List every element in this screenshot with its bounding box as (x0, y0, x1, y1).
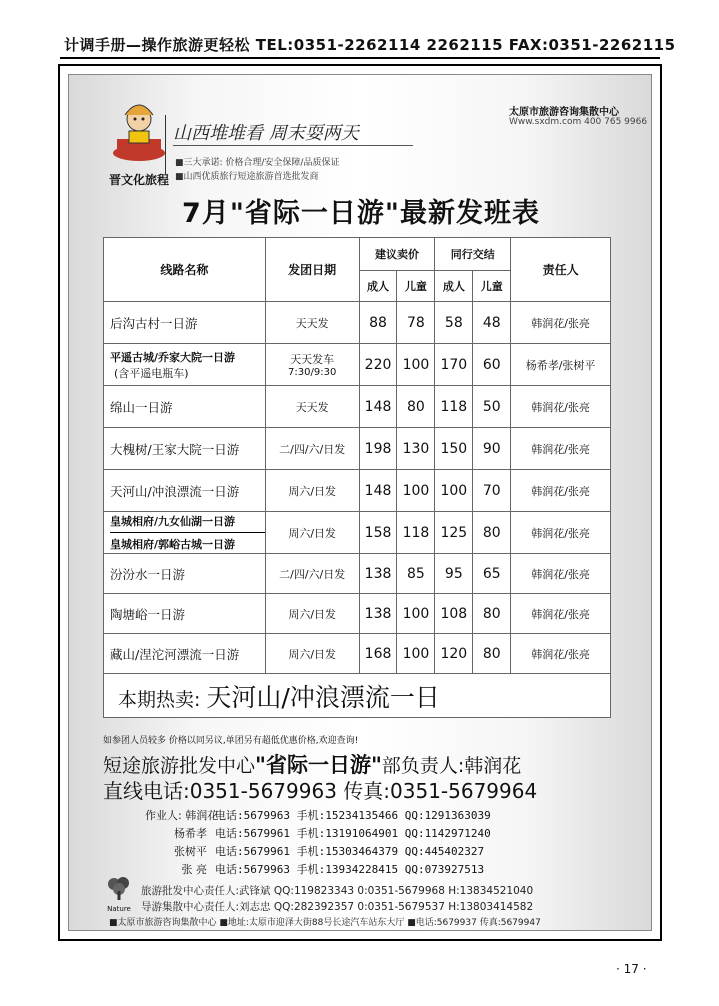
table-row (104, 428, 611, 470)
trade-child-price: 50 (473, 386, 511, 428)
table-row (104, 554, 611, 594)
contact-name: 张 亮 (181, 863, 207, 876)
contact-name: 张树平 (174, 845, 207, 858)
suggested-child-price: 100 (397, 594, 435, 634)
departure-date: 天天发 (265, 386, 359, 428)
hot-sale-cell (104, 674, 611, 718)
suggested-adult-price: 88 (359, 302, 397, 344)
footer-line-2: 导游集散中心责任人:刘志忠 QQ:282392357 0:0351-5679537 H:13803414582 (141, 901, 534, 913)
hot-sale-value: 天河山/冲浪漂流一日 (206, 682, 440, 712)
center-manager: 部负责人:韩润花 (381, 755, 522, 777)
contact-row (145, 861, 484, 877)
brand-logo-text: 晋文化旅程 (108, 173, 169, 187)
route-name-option-1: 皇城相府/九女仙湖一日游 (110, 513, 265, 533)
suggested-adult-price: 158 (359, 512, 397, 554)
trade-adult-price: 118 (435, 386, 473, 428)
contact-info: 电话:5679961 手机:13191064901 QQ:1142971240 (215, 827, 491, 840)
contact-row (145, 825, 491, 841)
trade-child-price: 80 (473, 634, 511, 674)
footer-line-1: 旅游批发中心责任人:武锋斌 QQ:119823343 0:0351-5679968 H:13834521040 (141, 885, 534, 897)
contact-info: 电话:5679963 手机:15234135466 QQ:1291363039 (215, 809, 491, 822)
header-suggested-price: 建议卖价 (359, 238, 435, 271)
trade-adult-price: 95 (435, 554, 473, 594)
table-row (104, 302, 611, 344)
footer-line-3: ■太原市旅游咨询集散中心 ■地址:太原市迎泽大街88号长途汽车站东大厅 ■电话:5679937 传真:5679947 (109, 918, 541, 928)
hot-sale-label: 本期热卖: (118, 688, 201, 711)
responsible-person: 韩润花/张亮 (511, 594, 611, 634)
contact-row (145, 807, 491, 823)
departure-date (265, 344, 359, 386)
trade-adult-price: 125 (435, 512, 473, 554)
responsible-person: 韩润花/张亮 (511, 512, 611, 554)
departure-date: 二/四/六/日发 (265, 428, 359, 470)
contact-info: 电话:5679963 手机:13934228415 QQ:073927513 (215, 863, 485, 876)
page-title: 7月"省际一日游"最新发班表 (182, 198, 540, 229)
responsible-person: 韩润花/张亮 (511, 554, 611, 594)
departure-date: 周六/日发 (265, 512, 359, 554)
trade-child-price: 65 (473, 554, 511, 594)
route-name: 天河山/冲浪漂流一日游 (104, 470, 266, 512)
trade-adult-price: 108 (435, 594, 473, 634)
route-name (104, 344, 266, 386)
brand-bullet-2: ■山西优质旅行短途旅游首选批发商 (175, 172, 319, 182)
responsible-person: 韩润花/张亮 (511, 386, 611, 428)
route-name: 大槐树/王家大院一日游 (104, 428, 266, 470)
responsible-person: 韩润花/张亮 (511, 428, 611, 470)
header-trade-child: 儿童 (473, 271, 511, 302)
trade-adult-price: 150 (435, 428, 473, 470)
contact-name: 杨希孝 (174, 827, 207, 840)
brand-divider (165, 115, 166, 175)
content-panel (68, 74, 652, 931)
table-row (104, 634, 611, 674)
suggested-adult-price: 220 (359, 344, 397, 386)
trade-child-price: 70 (473, 470, 511, 512)
hot-sale-row (104, 674, 611, 718)
header-trade-price: 同行交结 (435, 238, 511, 271)
mascot-icon (99, 93, 179, 171)
trade-adult-price: 58 (435, 302, 473, 344)
trade-child-price: 48 (473, 302, 511, 344)
route-name: 陶塘峪一日游 (104, 594, 266, 634)
responsible-person: 韩润花/张亮 (511, 634, 611, 674)
trade-child-price: 60 (473, 344, 511, 386)
suggested-child-price: 85 (397, 554, 435, 594)
departure-date: 周六/日发 (265, 470, 359, 512)
departure-date-line-2: 7:30/9:30 (288, 367, 337, 378)
route-name: 藏山/涅沱河漂流一日游 (104, 634, 266, 674)
brand-logo (99, 93, 179, 191)
suggested-child-price: 100 (397, 470, 435, 512)
page-number: · 17 · (616, 962, 647, 976)
suggested-adult-price: 168 (359, 634, 397, 674)
suggested-adult-price: 148 (359, 470, 397, 512)
tree-icon (105, 875, 133, 901)
org-name: 太原市旅游咨询集散中心 (509, 107, 619, 118)
suggested-child-price: 100 (397, 344, 435, 386)
contact-row (145, 843, 484, 859)
brand-slogan: 山西堆堆看 周末耍两天 (173, 123, 359, 144)
route-note: (含平遥电瓶车) (114, 366, 189, 380)
departure-date: 二/四/六/日发 (265, 554, 359, 594)
route-name: 绵山一日游 (104, 386, 266, 428)
header-trade-adult: 成人 (435, 271, 473, 302)
page-frame (58, 64, 662, 941)
trade-adult-price: 170 (435, 344, 473, 386)
trade-child-price: 80 (473, 512, 511, 554)
header-route: 线路名称 (104, 238, 266, 302)
suggested-adult-price: 198 (359, 428, 397, 470)
responsible-person: 韩润花/张亮 (511, 302, 611, 344)
contact-info: 电话:5679961 手机:15303464379 QQ:445402327 (215, 845, 485, 858)
table-row (104, 470, 611, 512)
table-row (104, 512, 611, 554)
header-date: 发团日期 (265, 238, 359, 302)
departure-date: 周六/日发 (265, 594, 359, 634)
departure-date: 周六/日发 (265, 634, 359, 674)
route-name (104, 512, 266, 554)
suggested-child-price: 130 (397, 428, 435, 470)
contact-name: 作业人: 韩润花 (145, 809, 219, 822)
suggested-child-price: 78 (397, 302, 435, 344)
center-phone-line: 直线电话:0351-5679963 传真:0351-5679964 (103, 779, 538, 803)
header-suggested-child: 儿童 (397, 271, 435, 302)
center-department: "省际一日游" (255, 753, 382, 777)
table-row (104, 386, 611, 428)
suggested-adult-price: 138 (359, 554, 397, 594)
trade-child-price: 90 (473, 428, 511, 470)
departure-date-line-1: 天天发车 (290, 353, 335, 366)
slogan-rule (173, 145, 413, 146)
nature-logo-text: Nature (107, 905, 131, 913)
nature-logo (105, 875, 133, 913)
table-row (104, 344, 611, 386)
header-contact-line: 计调手册—操作旅游更轻松 TEL:0351-2262114 2262115 FAX:0351-2262115 (64, 36, 676, 54)
suggested-child-price: 80 (397, 386, 435, 428)
org-website: Www.sxdm.com 400 765 9966 (509, 117, 648, 127)
table-row (104, 594, 611, 634)
responsible-person: 杨希孝/张树平 (511, 344, 611, 386)
brand-bullet-1: ■三大承诺: 价格合理/安全保障/品质保证 (175, 158, 340, 168)
header-suggested-adult: 成人 (359, 271, 397, 302)
header-rule (60, 57, 660, 59)
trade-adult-price: 100 (435, 470, 473, 512)
departure-date: 天天发 (265, 302, 359, 344)
center-name: 短途旅游批发中心 (103, 755, 256, 777)
price-notice: 如参团人员较多 价格以同另议,单团另有超低优惠价格,欢迎查询! (103, 736, 359, 746)
suggested-adult-price: 148 (359, 386, 397, 428)
suggested-adult-price: 138 (359, 594, 397, 634)
route-name-option-2: 皇城相府/郭峪古城一日游 (110, 538, 236, 551)
header-responsible: 责任人 (511, 238, 611, 302)
trade-child-price: 80 (473, 594, 511, 634)
suggested-child-price: 118 (397, 512, 435, 554)
route-name: 后沟古村一日游 (104, 302, 266, 344)
responsible-person: 韩润花/张亮 (511, 470, 611, 512)
trade-adult-price: 120 (435, 634, 473, 674)
schedule-table (103, 237, 611, 718)
route-name: 汾汾水一日游 (104, 554, 266, 594)
route-name-main: 平遥古城/乔家大院一日游 (110, 350, 236, 364)
suggested-child-price: 100 (397, 634, 435, 674)
